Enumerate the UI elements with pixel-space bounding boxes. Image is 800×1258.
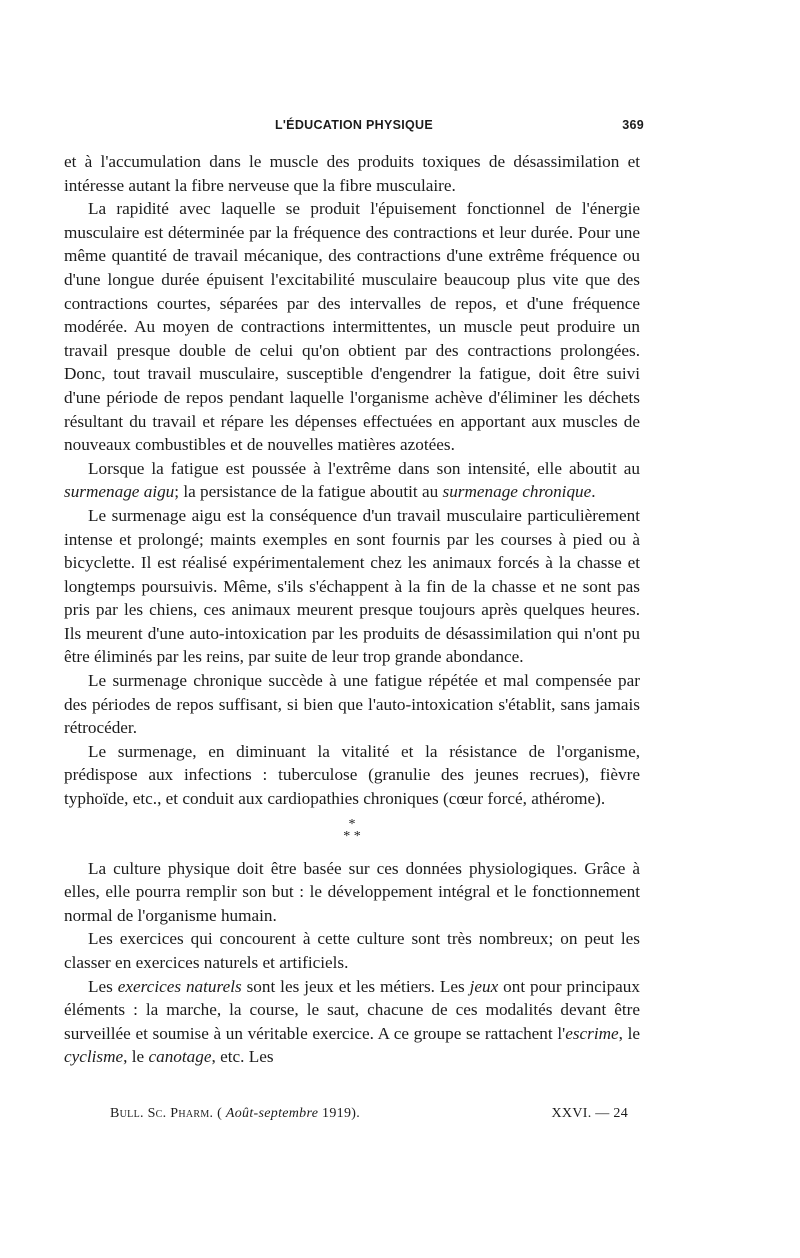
text-run: , le [123, 1047, 149, 1067]
asterism-top: * [348, 816, 356, 832]
running-header [64, 118, 644, 140]
italic-term: surmenage aigu [64, 482, 175, 502]
paragraph [64, 457, 640, 504]
text-run: Le surmenage, en diminuant la vitalité et la résistance de l'organisme, prédispose aux infections : tuberculose (granulie des jeunes recrues), fièvre typhoïde, etc., et conduit aux cardiopathies chroniques (cœur forcé, athérome). [64, 741, 640, 809]
text-run: Le surmenage aigu est la conséquence d'un travail musculaire particulièrement intense et prolongé; maints exemples en sont fournis par les courses à pied ou à bicyclette. Il est réalisé expérimentalement chez les animaux forcés à la chasse et longtemps poursuivis. Même, s'ils s'échappent à la fin de la chasse et ne sont pas pris par les chiens, ces animaux meurent presque toujours après quelques heures. Ils meurent d'une auto-intoxication par les produits de désassimilation qui n'ont pu être éliminés par les reins, par suite de leur trop grande abondance. [64, 505, 640, 667]
running-title: L'ÉDUCATION PHYSIQUE [274, 118, 434, 132]
italic-term: surmenage chronique [442, 482, 592, 502]
footer-journal-name: Bull. Sc. Pharm. ( [110, 1106, 223, 1121]
text-run: Lorsque la fatigue est poussée à l'extrême dans son intensité, elle aboutit au [88, 458, 640, 478]
footer-year: 1919). [322, 1106, 361, 1121]
footer-signature: XXVI. — 24 [551, 1106, 628, 1121]
italic-term: escrime [565, 1023, 619, 1043]
text-run: ont pour principaux éléments : la marche, la course, le saut, chacune de ces modalités devant être surveillée et soumise à un véritable exercice. A ce groupe se rattachent l' [64, 976, 640, 1043]
text-run: Les exercices qui concourent à cette culture sont très nombreux; on peut les classer en exercices naturels et artificiels. [64, 929, 640, 972]
footer-date: Août-septembre [225, 1106, 319, 1121]
paragraph [64, 504, 640, 669]
asterism-bottom: * * [343, 828, 361, 844]
text-run: La culture physique doit être basée sur ces données physiologiques. Grâce à elles, elle pourra remplir son but : le développement intégral et le fonctionnement normal de l'organisme humain. [64, 858, 640, 925]
footer-journal [110, 1106, 360, 1122]
italic-term: exercices naturels [117, 976, 242, 996]
paragraph [64, 975, 640, 1069]
text-run: La rapidité avec laquelle se produit l'épuisement fonctionnel de l'énergie musculaire est déterminée par la fréquence des contractions et leur durée. Pour une même quantité de travail mécanique, des contractions d'une extrême fréquence ou d'une longue durée épuisent l'excitabilité musculaire beaucoup plus vite que des contractions courtes, séparées par des intervalles de repos, et d'une fréquence modérée. Au moyen de contractions intermittentes, un muscle peut produire un travail presque double de celui qu'on obtient par des contractions prolongées. Donc, tout travail musculaire, susceptible d'engendrer la fatigue, doit être suivi d'une période de repos pendant laquelle l'organisme achève d'éliminer les déchets résultant du travail et répare les dépenses effectuées en apportant aux muscles de nouveaux combustibles et de nouvelles matières azotées. [64, 199, 640, 455]
text-run: Le surmenage chronique succède à une fatigue répétée et mal compensée par des périodes de repos suffisant, si bien que l'auto-intoxication s'établit, sans jamais rétrocéder. [64, 671, 640, 738]
italic-term: jeux [469, 976, 499, 996]
text-run: ; la persistance de la fatigue aboutit au [174, 482, 443, 502]
paragraph [64, 150, 640, 197]
paragraph [64, 197, 640, 457]
text-run: , le [618, 1023, 641, 1043]
italic-term: canotage [148, 1047, 212, 1067]
text-run: sont les jeux et les métiers. Les [241, 976, 470, 996]
body-section-2 [64, 857, 640, 1069]
text-run: Les [88, 976, 118, 996]
page-number: 369 [622, 118, 644, 132]
text-run: . [591, 482, 596, 502]
body-section-1 [64, 150, 640, 811]
paragraph [64, 927, 640, 974]
text-run: , etc. Les [211, 1047, 274, 1067]
paragraph [64, 669, 640, 740]
paragraph [64, 857, 640, 928]
paragraph [64, 740, 640, 811]
italic-term: cyclisme [64, 1047, 124, 1067]
text-run: et à l'accumulation dans le muscle des produits toxiques de désassimilation et intéresse autant la fibre nerveuse que la fibre musculaire. [64, 152, 640, 195]
asterism-divider [64, 811, 640, 857]
body-text [64, 150, 640, 1069]
